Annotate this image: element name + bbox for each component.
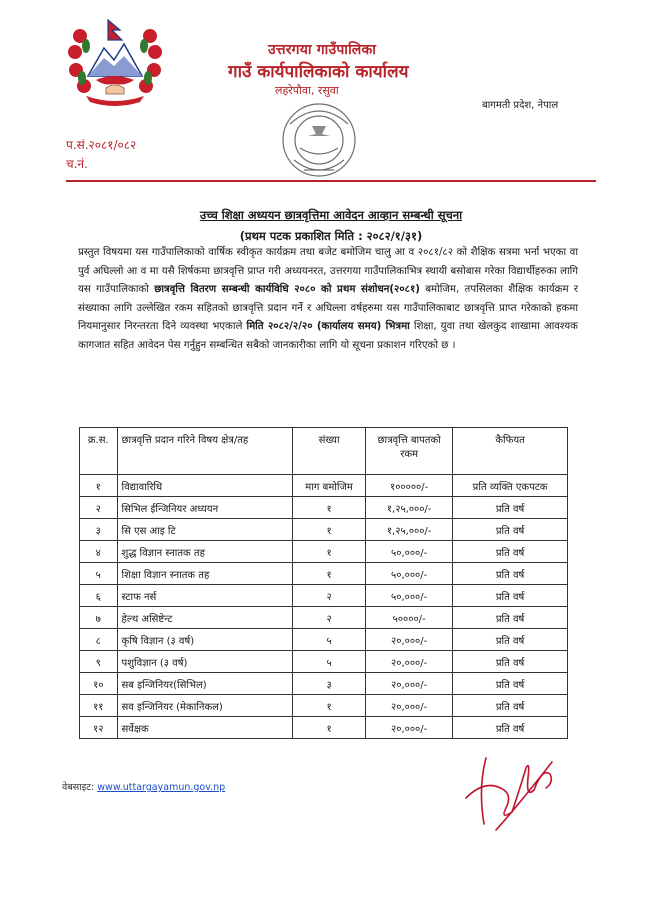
cell-subject: सव इन्जिनियर (मेकानिकल) bbox=[117, 695, 292, 717]
cell-serial: ६ bbox=[80, 585, 118, 607]
cell-subject: पशुविज्ञान (३ वर्ष) bbox=[117, 651, 292, 673]
cell-amount: ५०,०००/- bbox=[366, 563, 453, 585]
table-row bbox=[80, 629, 568, 651]
column-header-count: संख्या bbox=[293, 428, 366, 475]
cell-remarks: प्रति वर्ष bbox=[453, 541, 568, 563]
office-name: गाउँ कार्यपालिकाको कार्यालय bbox=[228, 62, 409, 82]
cell-count: १ bbox=[293, 563, 366, 585]
cell-remarks: प्रति वर्ष bbox=[453, 585, 568, 607]
cell-amount: २०,०००/- bbox=[366, 673, 453, 695]
cell-amount: ५००००/- bbox=[366, 607, 453, 629]
province-label: बागमती प्रदेश, नेपाल bbox=[482, 100, 559, 111]
notice-title: उच्च शिक्षा अध्ययन छात्रवृत्तिमा आवेदन आव्हान सम्बन्धी सूचना bbox=[199, 208, 463, 222]
cell-subject: शुद्ध विज्ञान स्नातक तह bbox=[117, 541, 292, 563]
table-row bbox=[80, 607, 568, 629]
column-header-amount: छात्रवृत्ति बापतको रकम bbox=[366, 428, 453, 475]
cell-remarks: प्रति वर्ष bbox=[453, 673, 568, 695]
cell-subject: सिभिल ईन्जिनियर अध्ययन bbox=[117, 497, 292, 519]
office-seal-stamp bbox=[260, 100, 378, 188]
cell-amount: १०००००/- bbox=[366, 475, 453, 497]
cell-remarks: प्रति वर्ष bbox=[453, 497, 568, 519]
table-header-row bbox=[80, 428, 568, 475]
body-text-2: बमोजिम, तपसिलका शैक्षिक कार्यक्रम र संख्याका लागि उल्लेखित रकम सहितको छात्रवृत्ति प्रदान गर्ने र अघिल्ला वर्षहरुमा यस गाउँपालिकाबाट छात्रवृत्ति प्राप्त गरेकाको हकमा नियमानुसार निरन्तरता दिने व्यवस्था भएकाले bbox=[78, 284, 578, 333]
table-row bbox=[80, 651, 568, 673]
scholarship-table bbox=[79, 427, 568, 739]
cell-subject: सब इन्जिनियर(सिभिल) bbox=[117, 673, 292, 695]
cell-remarks: प्रति वर्ष bbox=[453, 519, 568, 541]
cell-amount: २०,०००/- bbox=[366, 695, 453, 717]
header-divider bbox=[66, 180, 596, 182]
cell-serial: १ bbox=[80, 475, 118, 497]
cell-count: १ bbox=[293, 695, 366, 717]
body-bold-deadline: मिति २०८२/२/२० (कार्यालय समय) भित्रमा bbox=[246, 321, 410, 333]
cell-count: ५ bbox=[293, 651, 366, 673]
column-header-subject: छात्रवृत्ति प्रदान गरिने विषय क्षेत्र/तह bbox=[117, 428, 292, 475]
table-row bbox=[80, 563, 568, 585]
cell-count: १ bbox=[293, 717, 366, 739]
cell-serial: ७ bbox=[80, 607, 118, 629]
cell-amount: ५०,०००/- bbox=[366, 585, 453, 607]
cell-amount: १,२५,०००/- bbox=[366, 519, 453, 541]
cell-remarks: प्रति वर्ष bbox=[453, 695, 568, 717]
table-row bbox=[80, 519, 568, 541]
cell-subject: हेल्थ असिष्टेन्ट bbox=[117, 607, 292, 629]
cell-subject: शिक्षा विज्ञान स्नातक तह bbox=[117, 563, 292, 585]
cell-count: माग बमोजिम bbox=[293, 475, 366, 497]
cell-amount: २०,०००/- bbox=[366, 717, 453, 739]
cell-count: १ bbox=[293, 541, 366, 563]
cell-remarks: प्रति वर्ष bbox=[453, 629, 568, 651]
cell-serial: ९ bbox=[80, 651, 118, 673]
cell-count: १ bbox=[293, 497, 366, 519]
notice-body bbox=[78, 244, 578, 356]
municipality-name: उत्तरगया गाउँपालिका bbox=[268, 42, 377, 58]
cell-amount: १,२५,०००/- bbox=[366, 497, 453, 519]
notice-publish-date: (प्रथम पटक प्रकाशित मिति : २०८२/१/३१) bbox=[239, 229, 423, 243]
cell-count: २ bbox=[293, 607, 366, 629]
cell-count: ३ bbox=[293, 673, 366, 695]
table-row bbox=[80, 585, 568, 607]
office-address: लहरेपौवा, रसुवा bbox=[275, 84, 339, 97]
cell-amount: २०,०००/- bbox=[366, 651, 453, 673]
table-row bbox=[80, 673, 568, 695]
dispatch-number: च.नं. bbox=[66, 157, 88, 171]
cell-serial: ८ bbox=[80, 629, 118, 651]
cell-subject: स्टाफ नर्स bbox=[117, 585, 292, 607]
cell-serial: ३ bbox=[80, 519, 118, 541]
body-text-3: शिक्षा, युवा तथा खेलकुद शाखामा आवश्यक कागजात सहित आवेदन पेस गर्नुहुन सम्बन्धित सबैको जानकारीका लागि यो सूचना प्रकाशन गरिएको छ । bbox=[78, 321, 578, 351]
cell-serial: २ bbox=[80, 497, 118, 519]
cell-serial: ५ bbox=[80, 563, 118, 585]
website-footer bbox=[62, 780, 225, 793]
cell-remarks: प्रति वर्ष bbox=[453, 563, 568, 585]
body-bold-procedure: छात्रवृत्ति वितरण सम्बन्धी कार्यविधि २०८० को प्रथम संशोधन(२०८१) bbox=[154, 284, 420, 296]
cell-count: २ bbox=[293, 585, 366, 607]
cell-remarks: प्रति वर्ष bbox=[453, 607, 568, 629]
cell-serial: ११ bbox=[80, 695, 118, 717]
cell-remarks: प्रति वर्ष bbox=[453, 651, 568, 673]
cell-serial: ४ bbox=[80, 541, 118, 563]
column-header-serial: क्र.स. bbox=[80, 428, 118, 475]
table-row bbox=[80, 695, 568, 717]
body-text-1: प्रस्तुत विषयमा यस गाउँपालिकाको वार्षिक स्वीकृत कार्यक्रम तथा बजेट बमोजिम चालु आ व २०८१/८२ को शैक्षिक सत्रमा भर्ना भएका वा पुर्व अघिल्लो आ व मा यसै शिर्षकमा छात्रवृत्ति प्राप्त गरी अध्ययनरत, उत्तरगया गाउँपालिकाभित्र स्थायी बसोबास गरेका विद्यार्थीहरुका लागि यस गाउँपालिकाको bbox=[78, 247, 578, 296]
cell-remarks: प्रति वर्ष bbox=[453, 717, 568, 739]
cell-subject: विद्यावारिधि bbox=[117, 475, 292, 497]
table-row bbox=[80, 475, 568, 497]
cell-subject: सर्वेक्षक bbox=[117, 717, 292, 739]
reference-number: प.सं.२०८१/०८२ bbox=[66, 138, 137, 152]
cell-count: ५ bbox=[293, 629, 366, 651]
column-header-remarks: कैफियत bbox=[453, 428, 568, 475]
website-link[interactable]: www.uttargayamun.gov.np bbox=[97, 782, 226, 793]
table-row bbox=[80, 541, 568, 563]
table-row bbox=[80, 717, 568, 739]
cell-serial: १२ bbox=[80, 717, 118, 739]
cell-amount: ५०,०००/- bbox=[366, 541, 453, 563]
cell-amount: २०,०००/- bbox=[366, 629, 453, 651]
cell-subject: सि एस आइ टि bbox=[117, 519, 292, 541]
cell-subject: कृषि विज्ञान (३ वर्ष) bbox=[117, 629, 292, 651]
table-row bbox=[80, 497, 568, 519]
nepal-government-emblem-icon bbox=[66, 18, 164, 106]
cell-remarks: प्रति व्यक्ति एकपटक bbox=[453, 475, 568, 497]
cell-count: १ bbox=[293, 519, 366, 541]
website-label: वेबसाइट: bbox=[62, 782, 95, 793]
handwritten-signature bbox=[456, 738, 566, 838]
cell-serial: १० bbox=[80, 673, 118, 695]
